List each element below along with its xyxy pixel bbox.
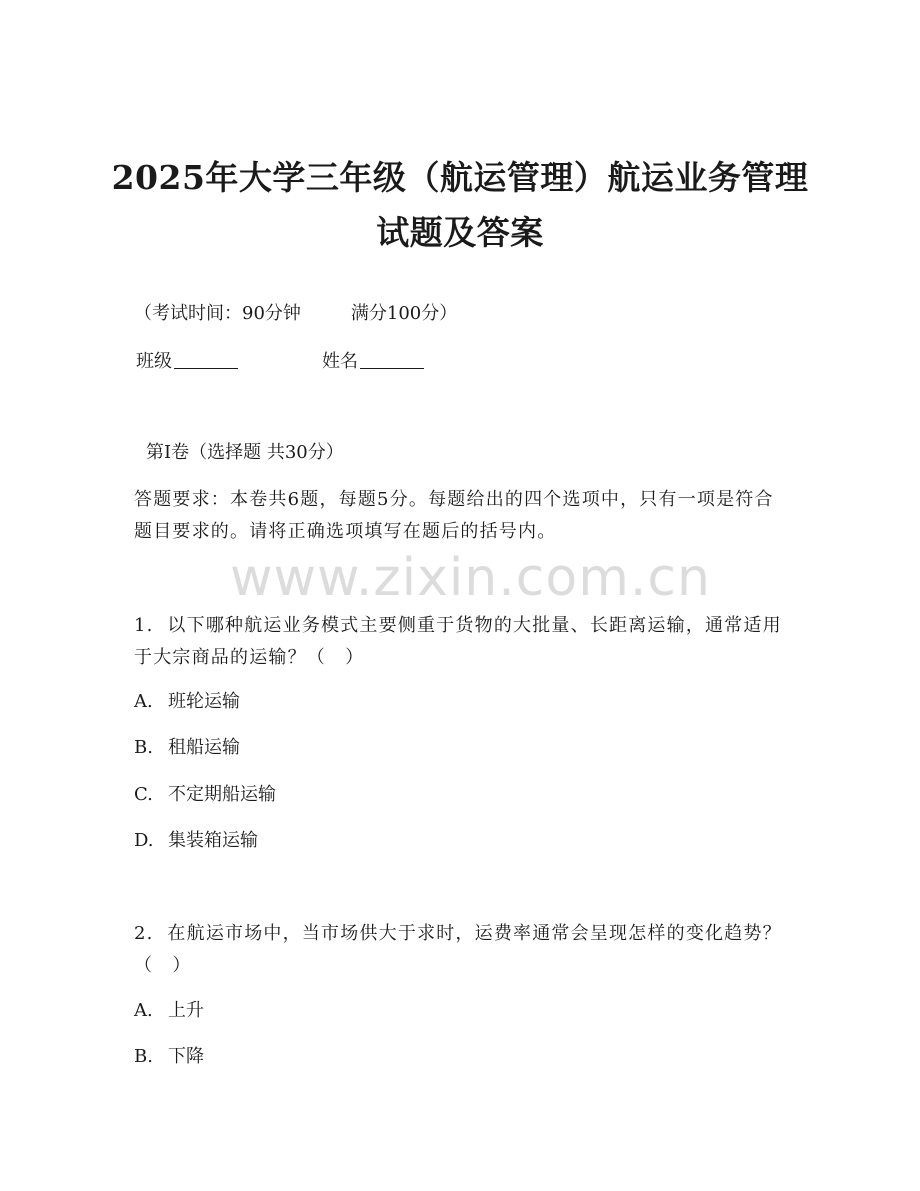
q1-option-a[interactable] (134, 688, 240, 716)
option-letter: D. (134, 830, 154, 851)
name-blank[interactable] (360, 350, 424, 369)
watermark: www.zixin.com.cn (230, 548, 711, 608)
option-text: 下降 (168, 1046, 204, 1067)
option-letter: A. (134, 1000, 153, 1021)
option-letter: A. (134, 691, 153, 712)
answer-instructions: 答题要求：本卷共6题，每题5分。每题给出的四个选项中，只有一项是符合题目要求的。请将正确选项填写在题后的括号内。 (134, 489, 774, 542)
option-text: 不定期船运输 (168, 784, 276, 805)
option-text: 租船运输 (168, 737, 240, 758)
class-label: 班级 (136, 351, 172, 372)
question-number: 1. (134, 615, 154, 636)
q1-option-d[interactable] (134, 827, 258, 855)
name-label: 姓名 (322, 351, 358, 372)
exam-full-score: 满分100分） (350, 303, 458, 324)
question-1 (134, 610, 784, 674)
option-text: 上升 (168, 1000, 204, 1021)
question-text: 在航运市场中，当市场供大于求时，运费率通常会呈现怎样的变化趋势？（ ） (134, 923, 782, 976)
q2-option-a[interactable] (134, 997, 204, 1025)
q1-option-c[interactable] (134, 781, 276, 809)
question-text: 以下哪种航运业务模式主要侧重于货物的大批量、长距离运输，通常适用于大宗商品的运输？（ ） (134, 615, 782, 668)
exam-info (134, 300, 457, 328)
document-title: 2025年大学三年级（航运管理）航运业务管理试题及答案 (111, 158, 809, 252)
option-letter: C. (134, 784, 153, 805)
q2-option-b[interactable] (134, 1043, 204, 1071)
class-blank[interactable] (174, 350, 238, 369)
option-letter: B. (134, 737, 153, 758)
option-text: 班轮运输 (168, 691, 240, 712)
exam-time: （考试时间：90分钟 (134, 303, 301, 324)
option-text: 集装箱运输 (168, 830, 258, 851)
section-heading: 第Ⅰ卷（选择题 共30分） (146, 442, 344, 463)
option-letter: B. (134, 1046, 153, 1067)
student-fields (136, 348, 424, 376)
question-2 (134, 918, 784, 982)
q1-option-b[interactable] (134, 734, 240, 762)
question-number: 2. (134, 923, 154, 944)
